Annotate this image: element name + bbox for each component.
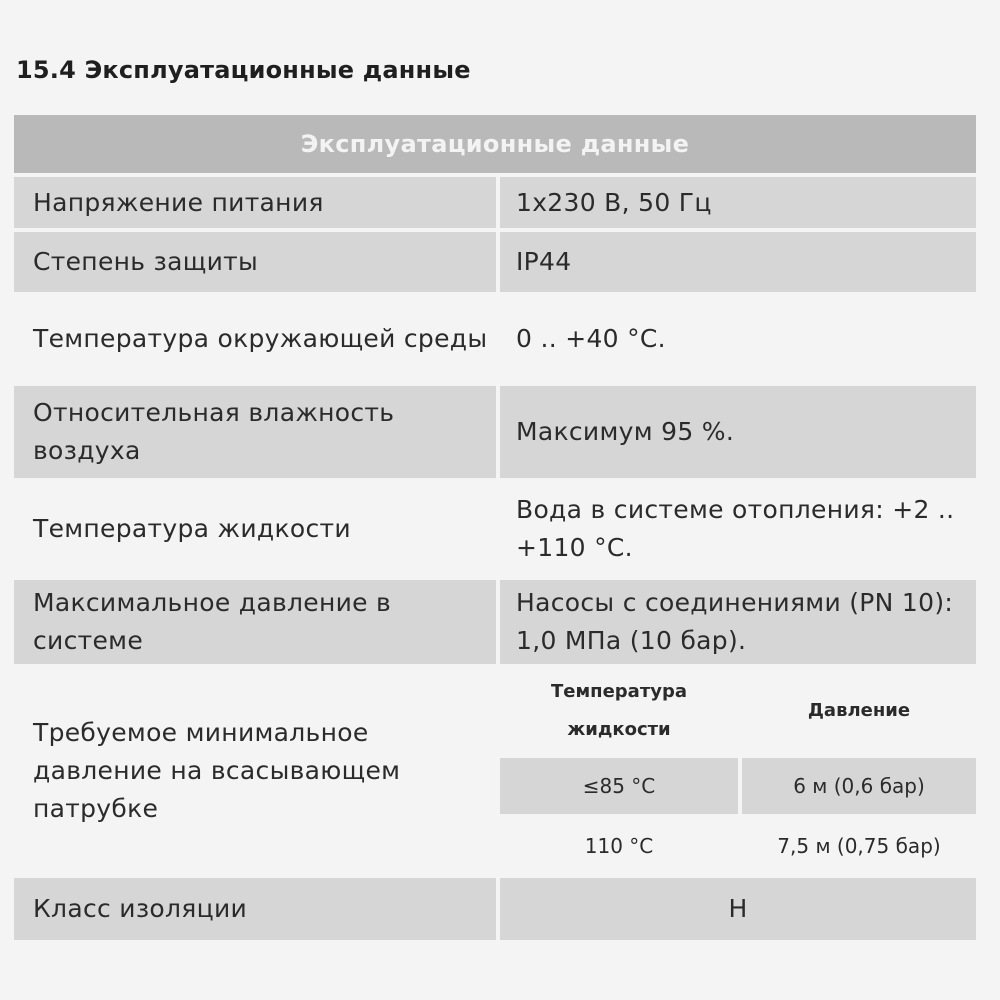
table-header-label: Эксплуатационные данные xyxy=(300,130,690,158)
operating-data-table xyxy=(14,115,976,944)
value-cell: IP44 xyxy=(500,232,976,292)
table-row-supply-voltage xyxy=(14,177,976,228)
table-row-insulation-class xyxy=(14,878,976,940)
value-cell: 1x230 В, 50 Гц xyxy=(500,177,976,228)
subtable-header xyxy=(500,668,976,754)
value-cell: Максимум 95 %. xyxy=(500,386,976,478)
param-cell: Температура жидкости xyxy=(33,514,351,543)
value-cell: Насосы с соединениями (PN 10): 1,0 МПа (10 бар). xyxy=(500,580,976,664)
param-cell: Требуемое минимальное давление на всасывающем патрубке xyxy=(33,718,401,823)
page-title: 15.4 Эксплуатационные данные xyxy=(16,56,471,84)
subtable-temp-cell: ≤85 °C xyxy=(500,758,738,814)
param-cell: Степень защиты xyxy=(14,232,496,292)
param-cell: Температура окружающей среды xyxy=(33,324,488,353)
table-row-max-pressure xyxy=(14,580,976,664)
min-pressure-subtable xyxy=(500,668,976,874)
value-cell: 0 .. +40 °C. xyxy=(516,324,666,353)
table-header xyxy=(14,115,976,173)
param-cell: Относительная влажность воздуха xyxy=(14,386,496,478)
param-cell: Максимальное давление в системе xyxy=(14,580,496,664)
value-cell: H xyxy=(500,878,976,940)
subtable-row xyxy=(500,818,976,874)
table-row-ambient-temperature xyxy=(14,296,976,382)
table-row-min-inlet-pressure xyxy=(14,668,976,874)
subtable-pressure-cell: 6 м (0,6 бар) xyxy=(742,758,976,814)
subtable-temp-cell: 110 °C xyxy=(584,834,654,858)
subtable-col-temperature: Температура жидкости xyxy=(550,681,688,740)
subtable-row xyxy=(500,758,976,814)
param-cell: Напряжение питания xyxy=(14,177,496,228)
table-row-protection-degree xyxy=(14,232,976,292)
subtable-col-pressure: Давление xyxy=(807,700,911,721)
value-cell: Вода в системе отопления: +2 .. +110 °C. xyxy=(516,495,955,562)
table-row-relative-humidity xyxy=(14,386,976,478)
subtable-pressure-cell: 7,5 м (0,75 бар) xyxy=(777,834,941,858)
param-cell: Класс изоляции xyxy=(14,878,496,940)
table-row-liquid-temperature xyxy=(14,482,976,576)
